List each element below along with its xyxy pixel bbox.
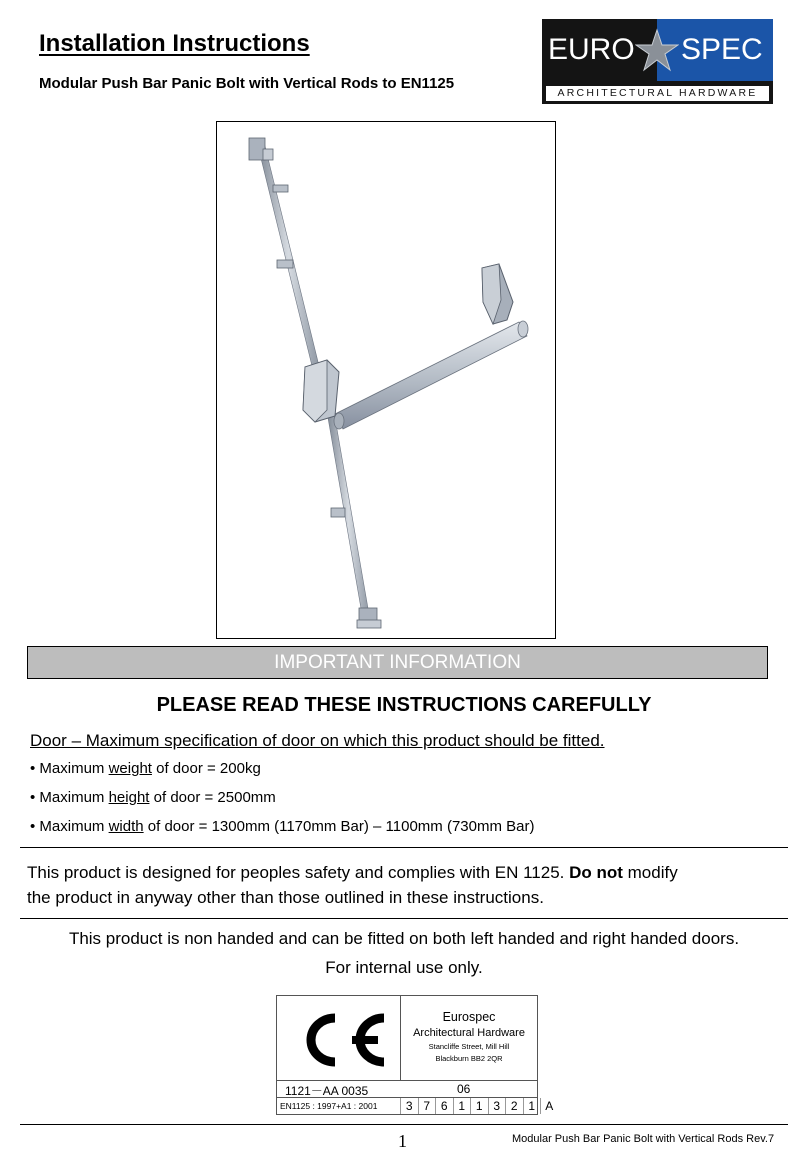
max-width-item xyxy=(30,818,534,835)
ce-code-digit: 2 xyxy=(505,1098,523,1114)
weight-value: of door = 200kg xyxy=(151,760,261,777)
ce-code-digit: 6 xyxy=(435,1098,453,1114)
ce-code-digit: 3 xyxy=(488,1098,506,1114)
bullet-prefix: • Maximum xyxy=(30,760,109,777)
ce-mark-icon xyxy=(290,1010,390,1070)
ce-address: Stancliffe Street, Mill Hill xyxy=(428,1042,510,1051)
ce-notified-body: 1121－AA 0035 xyxy=(285,1084,369,1098)
ce-code-digit: A xyxy=(540,1098,558,1114)
logo-tagline: ARCHITECTURAL HARDWARE xyxy=(546,86,769,101)
rod-guide xyxy=(331,508,345,517)
upper-rod xyxy=(257,142,320,370)
push-bar xyxy=(335,322,527,429)
non-handed-note: This product is non handed and can be fitted on both left handed and right handed doors. xyxy=(68,929,740,948)
divider xyxy=(20,918,788,919)
divider xyxy=(20,847,788,848)
max-weight-item xyxy=(30,760,261,777)
width-value: of door = 1300mm (1170mm Bar) – 1100mm (730mm Bar) xyxy=(143,818,535,835)
ce-city: Blackburn BB2 2QR xyxy=(435,1054,503,1063)
page-subtitle: Modular Push Bar Panic Bolt with Vertical Rods to EN1125 xyxy=(39,75,455,92)
panic-bolt-illustration xyxy=(216,121,556,639)
ce-marking-label xyxy=(276,995,554,1115)
internal-use-note: For internal use only. xyxy=(325,958,483,977)
ce-code-digit: 1 xyxy=(453,1098,471,1114)
ce-code-digit: 1 xyxy=(470,1098,488,1114)
page-title: Installation Instructions xyxy=(39,30,310,57)
rod-guide xyxy=(273,185,288,192)
bullet-prefix: • Maximum xyxy=(30,818,109,835)
panic-bolt-drawing xyxy=(217,122,555,638)
read-carefully-heading: PLEASE READ THESE INSTRUCTIONS CAREFULLY xyxy=(156,694,652,716)
end-housing xyxy=(482,264,513,324)
ce-standard: EN1125 : 1997+A1 : 2001 xyxy=(280,1101,378,1111)
label-divider xyxy=(277,1080,537,1081)
page-number: 1 xyxy=(398,1131,407,1151)
logo-brand-left: EURO xyxy=(548,33,635,66)
footer-divider xyxy=(20,1124,788,1125)
important-information-banner: IMPORTANT INFORMATION xyxy=(27,646,768,679)
ce-code-digit: 7 xyxy=(418,1098,436,1114)
ce-code-digit: 1 xyxy=(523,1098,541,1114)
central-mechanism xyxy=(303,360,339,422)
safety-text-line2: the product in anyway other than those outlined in these instructions. xyxy=(27,888,544,907)
star-icon xyxy=(635,28,679,72)
top-bolt-head xyxy=(249,138,273,160)
door-spec-heading: Door – Maximum specification of door on which this product should be fitted. xyxy=(30,731,605,750)
safety-text-start: This product is designed for peoples safety and complies with EN 1125. xyxy=(27,863,570,882)
footer-document-reference: Modular Push Bar Panic Bolt with Vertical Rods Rev.7 xyxy=(512,1133,775,1145)
height-value: of door = 2500mm xyxy=(149,789,276,806)
ce-company-line2: Architectural Hardware xyxy=(413,1027,525,1039)
ce-company: Eurospec xyxy=(442,1010,496,1024)
bottom-bolt-foot xyxy=(357,608,381,628)
width-term: width xyxy=(108,818,144,835)
height-term: height xyxy=(108,789,150,806)
safety-statement xyxy=(27,860,767,910)
bullet-prefix: • Maximum xyxy=(30,789,109,806)
ce-classification-code xyxy=(400,1098,558,1114)
logo-brand-right: SPEC xyxy=(681,33,763,66)
eurospec-logo xyxy=(542,19,773,104)
ce-year: 06 xyxy=(457,1082,471,1096)
safety-warning: Do not xyxy=(569,863,623,882)
rod-guide xyxy=(277,260,293,268)
weight-term: weight xyxy=(108,760,152,777)
max-height-item xyxy=(30,789,276,806)
ce-code-digit: 3 xyxy=(400,1098,418,1114)
safety-text-end: modify xyxy=(622,863,678,882)
